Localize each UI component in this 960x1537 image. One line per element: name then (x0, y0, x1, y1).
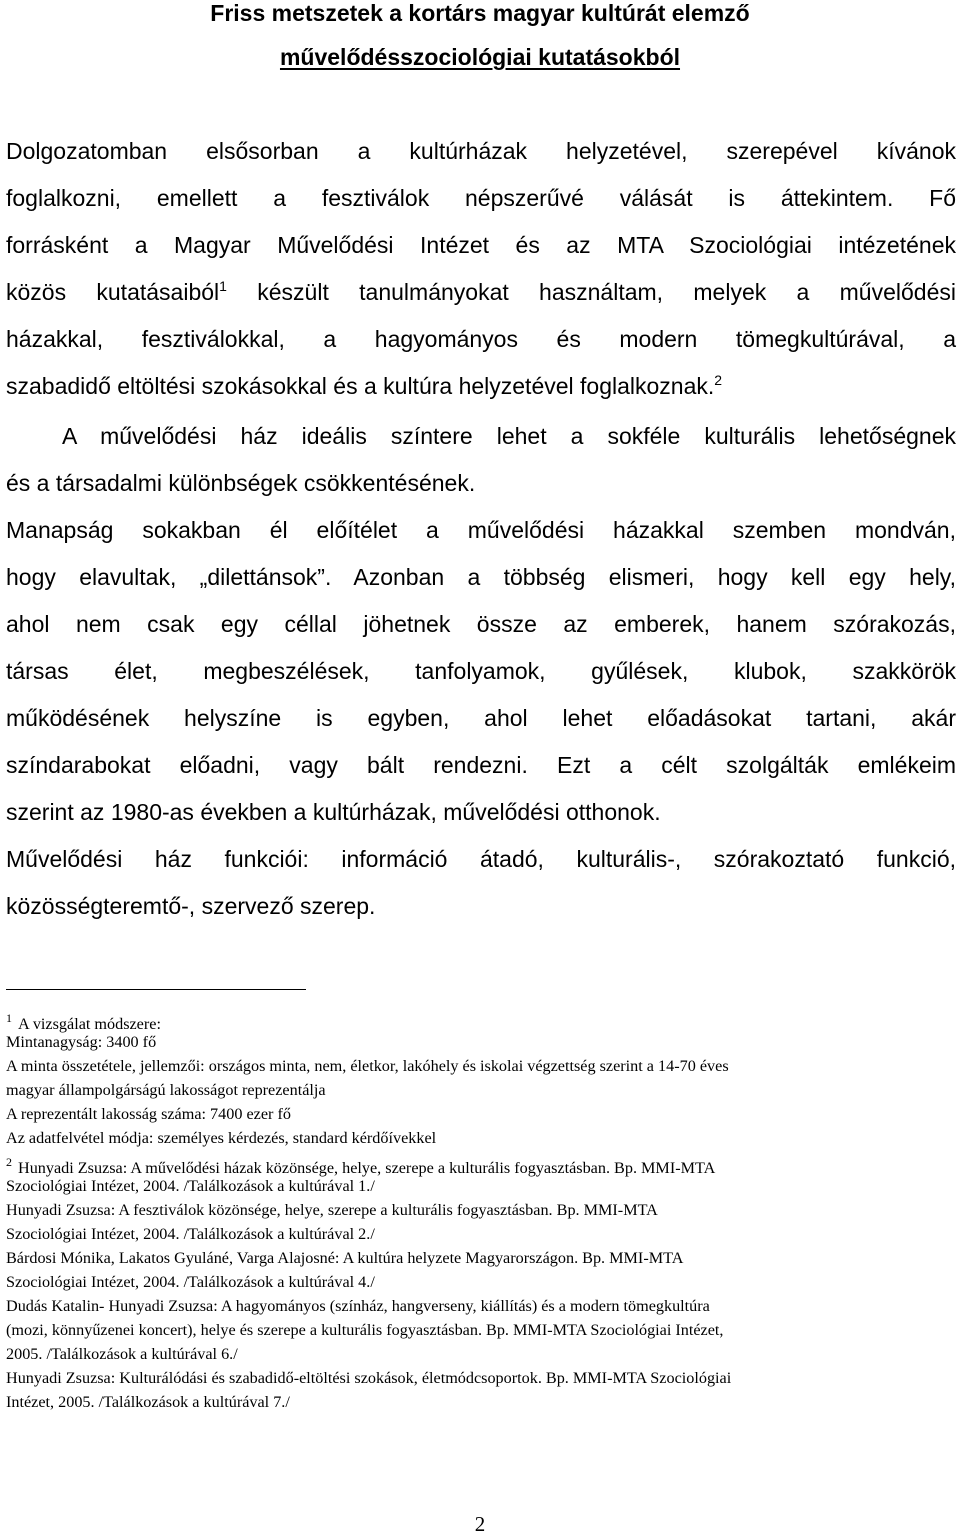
footnote-1-text: A vizsgálat módszere: (18, 1015, 161, 1033)
paragraph-1-line-6-text: szabadidő eltöltési szokásokkal és a kultúra helyzetével foglalkoznak. (6, 373, 715, 399)
paragraph-2-line-1: A művelődési ház ideális színtere lehet a sokféle kulturális lehetőségnek (62, 423, 956, 449)
footnote-1-line-4: magyar állampolgárságú lakosságot reprezentálja (6, 1081, 326, 1099)
paragraph-1-line-3: forrásként a Magyar Művelődési Intézet és az MTA Szociológiai intézetének (6, 232, 956, 258)
footnote-ref-1: 1 (219, 278, 227, 294)
paragraph-2-line-2: és a társadalmi különbségek csökkentésének. (6, 470, 476, 496)
footnote-2-line-6: Szociológiai Intézet, 2004. /Találkozások a kultúrával 4./ (6, 1273, 375, 1291)
paragraph-3-line-5: működésének helyszíne is egyben, ahol lehet előadásokat tartani, akár (6, 705, 956, 731)
paragraph-3-line-4: társas élet, megbeszélések, tanfolyamok, gyűlések, klubok, szakkörök (6, 658, 956, 684)
footnote-2-number: 2 (6, 1155, 12, 1169)
paragraph-3-line-7: szerint az 1980-as években a kultúrházak, művelődési otthonok. (6, 799, 661, 825)
footnote-2-line-7: Dudás Katalin- Hunyadi Zsuzsa: A hagyományos (színház, hangverseny, kiállítás) és a modern tömegkultúra (6, 1297, 710, 1315)
page-number: 2 (474, 1512, 486, 1536)
footnote-2-line-3: Hunyadi Zsuzsa: A fesztiválok közönsége, helye, szerepe a kulturális fogyasztásban. Bp. MMI-MTA (6, 1201, 658, 1219)
paragraph-4-line-2: közösségteremtő-, szervező szerep. (6, 893, 376, 919)
footnote-2-line-2: Szociológiai Intézet, 2004. /Találkozások a kultúrával 1./ (6, 1177, 375, 1195)
footnote-2-line-9: 2005. /Találkozások a kultúrával 6./ (6, 1345, 238, 1363)
paragraph-3-line-3: ahol nem csak egy céllal jöhetnek össze az emberek, hanem szórakozás, (6, 611, 956, 637)
paragraph-3-line-6: színdarabokat előadni, vagy bált rendezni. Ezt a célt szolgálták emlékeim (6, 752, 956, 778)
footnote-2-line-8: (mozi, könnyűzenei koncert), helye és szerepe a kulturális fogyasztásban. Bp. MMI-MTA Szociológiai Intézet, (6, 1321, 724, 1339)
footnote-2-text: Hunyadi Zsuzsa: A művelődési házak közönsége, helye, szerepe a kulturális fogyasztásban. Bp. MMI-MTA (18, 1159, 716, 1177)
paragraph-3-line-1: Manapság sokakban él előítélet a művelődési házakkal szemben mondván, (6, 517, 956, 543)
footnote-2-line-11: Intézet, 2005. /Találkozások a kultúrával 7./ (6, 1393, 290, 1411)
paragraph-1-line-1: Dolgozatomban elsősorban a kultúrházak helyzetével, szerepével kívánok (6, 138, 956, 164)
paragraph-1-line-6 (6, 363, 956, 410)
footnote-1-line-3: A minta összetétele, jellemzői: országos minta, nem, életkor, lakóhely és iskolai végzettség szerint a 14-70 éves (6, 1057, 729, 1075)
footnote-1-line-6: Az adatfelvétel módja: személyes kérdezés, standard kérdőívekkel (6, 1129, 437, 1147)
footnote-2-line-5: Bárdosi Mónika, Lakatos Gyuláné, Varga Alajosné: A kultúra helyzete Magyarországon. Bp. MMI-MTA (6, 1249, 684, 1267)
footnote-1-line-5: A reprezentált lakosság száma: 7400 ezer fő (6, 1105, 291, 1123)
paragraph-1-line-4-start: közös kutatásaiból (6, 279, 220, 305)
page-subtitle: művelődésszociológiai kutatásokból (279, 44, 681, 70)
footnote-separator (6, 989, 306, 990)
footnote-2-line-4: Szociológiai Intézet, 2004. /Találkozások a kultúrával 2./ (6, 1225, 375, 1243)
paragraph-4-line-1: Művelődési ház funkciói: információ átadó, kulturális-, szórakoztató funkció, (6, 846, 956, 872)
paragraph-1-line-5: házakkal, fesztiválokkal, a hagyományos és modern tömegkultúrával, a (6, 326, 956, 352)
footnote-1-number: 1 (6, 1011, 12, 1025)
paragraph-1-line-4-end: készült tanulmányokat használtam, melyek a művelődési (226, 279, 956, 305)
footnote-2-line-10: Hunyadi Zsuzsa: Kulturálódási és szabadidő-eltöltési szokások, életmódcsoportok. Bp. MMI-MTA Szociológiai (6, 1369, 732, 1387)
paragraph-1-line-4 (6, 269, 956, 316)
page-title: Friss metszetek a kortárs magyar kultúrát elemző (210, 0, 750, 26)
paragraph-1-line-2: foglalkozni, emellett a fesztiválok népszerűvé válását is áttekintem. Fő (6, 185, 956, 211)
paragraph-3-line-2: hogy elavultak, „dilettánsok”. Azonban a többség elismeri, hogy kell egy hely, (6, 564, 956, 590)
footnote-1-line-2: Mintanagyság: 3400 fő (6, 1033, 157, 1051)
footnote-ref-2: 2 (714, 372, 723, 388)
